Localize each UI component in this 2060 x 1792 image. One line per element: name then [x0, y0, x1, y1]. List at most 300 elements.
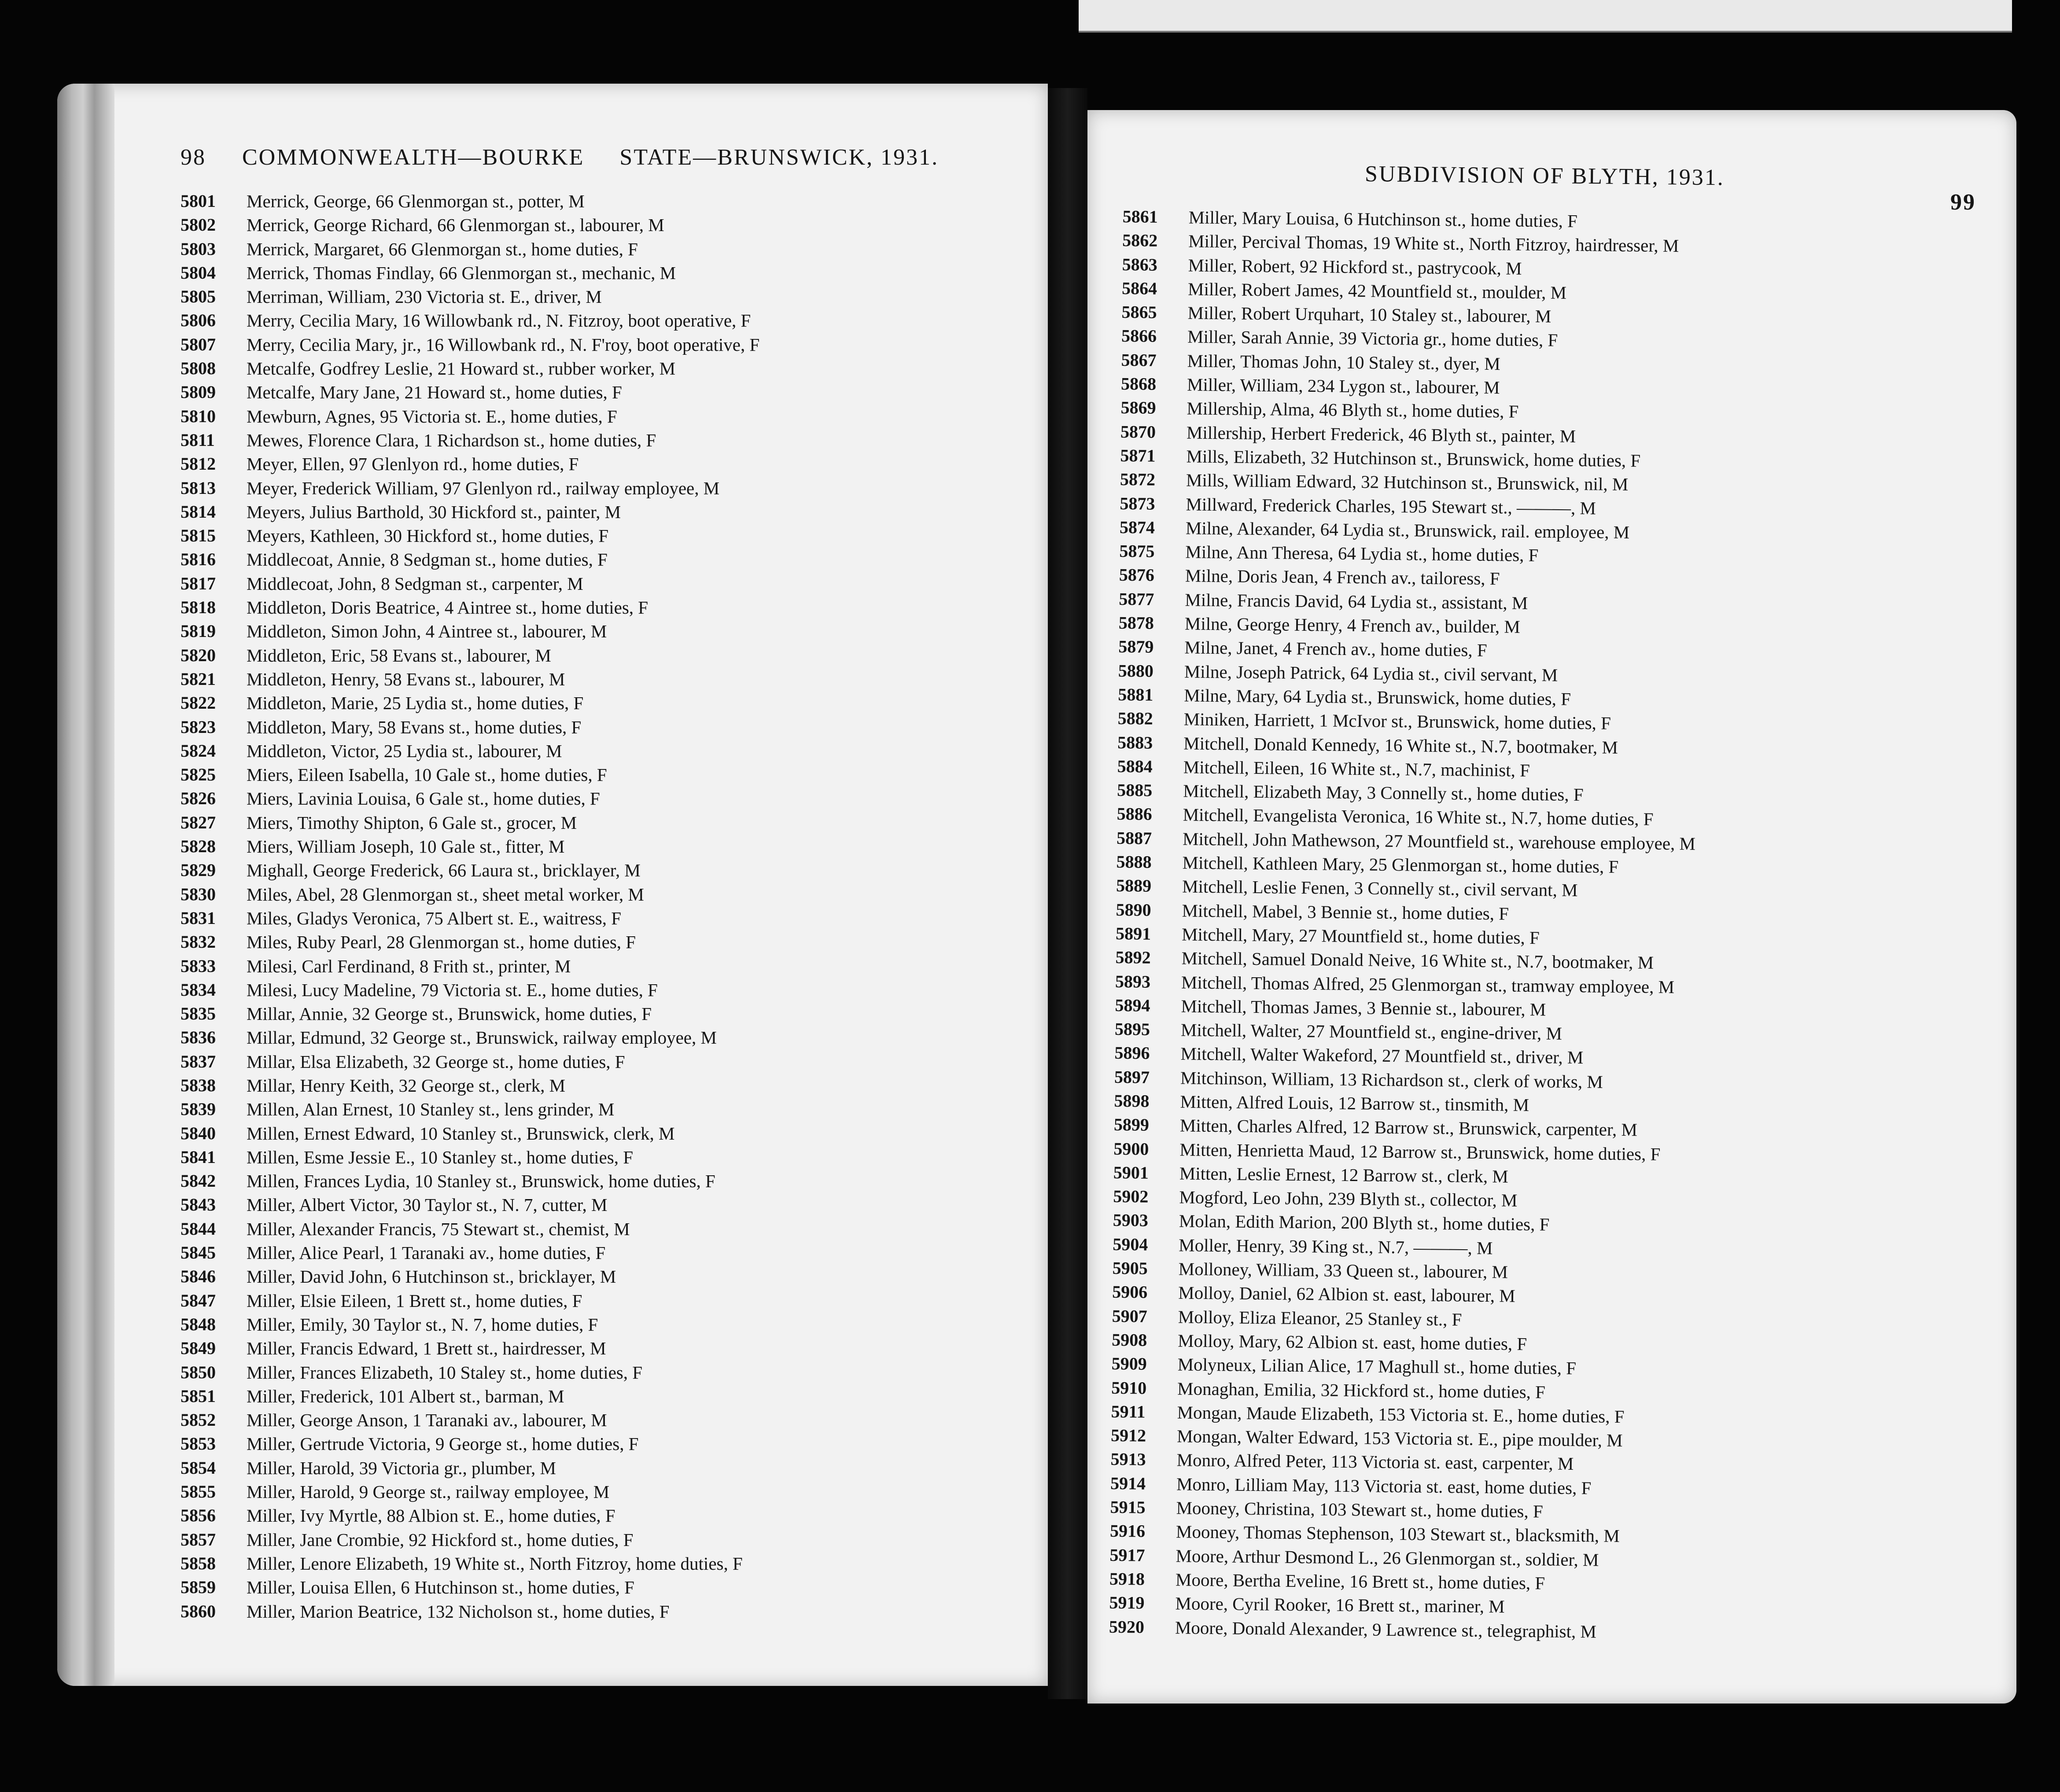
entry-number: 5891	[1115, 923, 1151, 944]
entry-text: Miller, Sarah Annie, 39 Victoria gr., home duties, F	[1187, 326, 1558, 350]
left-entry-list	[181, 189, 759, 1623]
entry-text: Miller, Albert Victor, 30 Taylor st., N. 7, cutter, M	[247, 1195, 608, 1215]
entry-number: 5886	[1117, 804, 1152, 824]
list-item	[181, 739, 759, 763]
entry-number: 5858	[181, 1553, 216, 1573]
entry-number: 5914	[1110, 1473, 1146, 1494]
entry-text: Miller, Robert Urquhart, 10 Staley st., labourer, M	[1187, 302, 1551, 327]
entry-text: Middlecoat, John, 8 Sedgman st., carpenter, M	[247, 573, 583, 594]
entry-text: Milne, Mary, 64 Lydia st., Brunswick, home duties, F	[1184, 685, 1571, 709]
entry-number: 5856	[181, 1505, 216, 1526]
entry-number: 5841	[181, 1147, 216, 1167]
entry-number: 5868	[1120, 374, 1157, 394]
list-item	[181, 1480, 759, 1504]
list-item	[181, 811, 759, 835]
entry-number: 5801	[181, 191, 216, 211]
entry-text: Milne, Alexander, 64 Lydia st., Brunswick, rail. employee, M	[1185, 518, 1630, 542]
list-item	[181, 1026, 759, 1049]
entry-number: 5811	[181, 430, 215, 450]
entry-text: Miller, Ivy Myrtle, 88 Albion st. E., home duties, F	[247, 1505, 615, 1526]
entry-text: Miers, Timothy Shipton, 6 Gale st., grocer, M	[247, 812, 577, 833]
list-item	[181, 261, 759, 285]
entry-number: 5831	[181, 908, 216, 928]
entry-number: 5902	[1113, 1186, 1149, 1207]
entry-text: Miller, George Anson, 1 Taranaki av., labourer, M	[247, 1410, 607, 1431]
entry-text: Mitchinson, William, 13 Richardson st., clerk of works, M	[1180, 1067, 1603, 1092]
entry-number: 5888	[1116, 851, 1152, 872]
entry-text: Molloy, Daniel, 62 Albion st. east, labourer, M	[1178, 1282, 1515, 1306]
left-page-header: COMMONWEALTH—BOURKE STATE—BRUNSWICK, 1931.	[242, 145, 939, 170]
entry-text: Merriman, William, 230 Victoria st. E., driver, M	[247, 287, 602, 307]
entry-text: Molan, Edith Marion, 200 Blyth st., home duties, F	[1179, 1211, 1550, 1235]
entry-text: Mitchell, Thomas Alfred, 25 Glenmorgan st., tramway employee, M	[1181, 971, 1675, 997]
entry-number: 5859	[181, 1577, 216, 1597]
entry-number: 5860	[181, 1601, 216, 1621]
entry-text: Mogford, Leo John, 239 Blyth st., collector, M	[1179, 1187, 1518, 1211]
entry-text: Merrick, George Richard, 66 Glenmorgan st., labourer, M	[247, 215, 664, 235]
list-item	[181, 1313, 759, 1336]
entry-text: Mitchell, Walter, 27 Mountfield st., engine-driver, M	[1180, 1019, 1563, 1044]
entry-text: Miller, Thomas John, 10 Staley st., dyer, M	[1187, 350, 1500, 374]
entry-number: 5834	[181, 979, 216, 1000]
entry-number: 5823	[181, 717, 216, 737]
entry-number: 5881	[1118, 684, 1153, 705]
list-item	[181, 1361, 759, 1384]
entry-number: 5917	[1109, 1545, 1145, 1565]
entry-number: 5832	[181, 932, 216, 952]
entry-text: Middleton, Mary, 58 Evans st., home duties, F	[247, 717, 582, 737]
entry-text: Middleton, Henry, 58 Evans st., labourer, M	[247, 669, 565, 689]
entry-number: 5876	[1119, 565, 1155, 585]
entry-number: 5905	[1112, 1258, 1148, 1278]
entry-text: Miller, Percival Thomas, 19 White st., North Fitzroy, hairdresser, M	[1188, 231, 1679, 256]
entry-number: 5819	[181, 621, 216, 641]
entry-text: Miller, Frances Elizabeth, 10 Staley st., home duties, F	[247, 1362, 643, 1383]
entry-number: 5877	[1119, 589, 1154, 609]
entry-number: 5894	[1115, 995, 1150, 1016]
entry-text: Merrick, Margaret, 66 Glenmorgan st., home duties, F	[247, 239, 638, 259]
entry-text: Millar, Annie, 32 George st., Brunswick, home duties, F	[247, 1004, 652, 1024]
entry-text: Molyneux, Lilian Alice, 17 Maghull st., home duties, F	[1177, 1354, 1577, 1379]
entry-text: Miller, Frederick, 101 Albert st., barman, M	[247, 1386, 564, 1406]
entry-text: Milesi, Lucy Madeline, 79 Victoria st. E., home duties, F	[247, 979, 658, 1000]
list-item	[181, 1384, 759, 1408]
entry-text: Merrick, George, 66 Glenmorgan st., potter, M	[247, 191, 585, 211]
entry-number: 5873	[1120, 493, 1155, 514]
entry-text: Mitchell, Donald Kennedy, 16 White st., N.7, bootmaker, M	[1183, 732, 1618, 758]
entry-number: 5805	[181, 287, 216, 307]
entry-text: Miller, William, 234 Lygon st., labourer, M	[1187, 374, 1500, 398]
entry-text: Mongan, Maude Elizabeth, 153 Victoria st. E., home duties, F	[1177, 1402, 1625, 1427]
entry-text: Milne, George Henry, 4 French av., builder, M	[1184, 613, 1521, 637]
entry-number: 5911	[1111, 1401, 1146, 1422]
entry-number: 5812	[181, 454, 216, 474]
list-item	[181, 1336, 759, 1360]
entry-number: 5817	[181, 573, 216, 593]
entry-text: Mitchell, Leslie Fenen, 3 Connelly st., civil servant, M	[1182, 876, 1578, 901]
entry-text: Mitchell, John Mathewson, 27 Mountfield st., warehouse employee, M	[1182, 828, 1696, 854]
list-item	[181, 285, 759, 309]
entry-number: 5897	[1114, 1067, 1150, 1087]
entry-number: 5807	[181, 334, 216, 354]
list-item	[181, 500, 759, 524]
entry-text: Mooney, Christina, 103 Stewart st., home duties, F	[1176, 1498, 1544, 1522]
list-item	[181, 883, 759, 906]
entry-number: 5827	[181, 812, 216, 832]
entry-number: 5844	[181, 1218, 216, 1239]
list-item	[181, 930, 759, 954]
list-item	[181, 691, 759, 715]
entry-number: 5842	[181, 1171, 216, 1191]
entry-text: Miller, Louisa Ellen, 6 Hutchinson st., home duties, F	[247, 1577, 634, 1598]
entry-number: 5848	[181, 1314, 216, 1334]
list-item	[181, 1408, 759, 1432]
entry-text: Middleton, Eric, 58 Evans st., labourer, M	[247, 645, 551, 666]
entry-number: 5857	[181, 1529, 216, 1549]
entry-text: Moore, Arthur Desmond L., 26 Glenmorgan st., soldier, M	[1176, 1545, 1599, 1570]
entry-number: 5821	[181, 669, 216, 689]
entry-number: 5816	[181, 549, 216, 570]
entry-text: Miller, Robert James, 42 Mountfield st., moulder, M	[1187, 279, 1567, 303]
entry-text: Miller, Marion Beatrice, 132 Nicholson st., home duties, F	[247, 1601, 670, 1622]
entry-number: 5806	[181, 310, 216, 331]
entry-text: Millen, Alan Ernest, 10 Stanley st., lens grinder, M	[247, 1099, 615, 1120]
list-item	[181, 644, 759, 667]
entry-text: Mewburn, Agnes, 95 Victoria st. E., home duties, F	[247, 406, 617, 427]
entry-text: Molloney, William, 33 Queen st., labourer, M	[1178, 1258, 1508, 1282]
entry-number: 5912	[1110, 1425, 1146, 1446]
list-item	[181, 357, 759, 380]
entry-number: 5836	[181, 1027, 216, 1048]
entry-number: 5898	[1114, 1090, 1150, 1111]
entry-text: Middleton, Doris Beatrice, 4 Aintree st., home duties, F	[247, 597, 649, 618]
entry-text: Moore, Donald Alexander, 9 Lawrence st., telegraphist, M	[1175, 1617, 1597, 1641]
entry-text: Millen, Esme Jessie E., 10 Stanley st., home duties, F	[247, 1147, 634, 1167]
entry-text: Monaghan, Emilia, 32 Hickford st., home duties, F	[1177, 1378, 1546, 1402]
entry-text: Mitten, Alfred Louis, 12 Barrow st., tinsmith, M	[1180, 1091, 1529, 1115]
entry-number: 5802	[181, 215, 216, 235]
entry-number: 5893	[1115, 971, 1151, 992]
entry-number: 5854	[181, 1457, 216, 1478]
entry-text: Millar, Edmund, 32 George st., Brunswick, railway employee, M	[247, 1027, 717, 1048]
entry-number: 5825	[181, 765, 216, 785]
entry-text: Metcalfe, Mary Jane, 21 Howard st., home duties, F	[247, 382, 622, 403]
entry-text: Miller, Robert, 92 Hickford st., pastrycook, M	[1188, 255, 1522, 279]
entry-number: 5862	[1122, 230, 1158, 251]
entry-number: 5864	[1121, 278, 1157, 298]
entry-text: Mewes, Florence Clara, 1 Richardson st., home duties, F	[247, 430, 656, 450]
entry-number: 5892	[1115, 947, 1151, 968]
entry-text: Mitten, Charles Alfred, 12 Barrow st., Brunswick, carpenter, M	[1179, 1115, 1638, 1140]
entry-text: Mitchell, Walter Wakeford, 27 Mountfield st., driver, M	[1180, 1043, 1584, 1068]
entry-number: 5880	[1118, 660, 1154, 681]
entry-number: 5869	[1120, 397, 1156, 418]
entry-number: 5838	[181, 1075, 216, 1095]
entry-text: Moore, Cyril Rooker, 16 Brett st., mariner, M	[1175, 1593, 1505, 1617]
entry-text: Mitchell, Elizabeth May, 3 Connelly st., home duties, F	[1183, 780, 1584, 805]
entry-number: 5895	[1114, 1019, 1150, 1039]
list-item	[181, 596, 759, 619]
entry-number: 5839	[181, 1099, 216, 1119]
entry-text: Molloy, Mary, 62 Albion st. east, home duties, F	[1178, 1330, 1527, 1354]
entry-text: Mooney, Thomas Stephenson, 103 Stewart st., blacksmith, M	[1176, 1521, 1620, 1546]
entry-text: Miller, David John, 6 Hutchinson st., bricklayer, M	[247, 1266, 616, 1287]
entry-number: 5909	[1111, 1354, 1147, 1374]
list-item	[181, 1169, 759, 1193]
entry-number: 5835	[181, 1004, 216, 1024]
entry-text: Mitchell, Samuel Donald Neive, 16 White st., N.7, bootmaker, M	[1181, 948, 1654, 973]
entry-text: Miniken, Harriett, 1 McIvor st., Brunswick, home duties, F	[1183, 709, 1611, 733]
entry-text: Mitchell, Kathleen Mary, 25 Glenmorgan st., home duties, F	[1182, 852, 1619, 877]
list-item	[181, 1600, 759, 1623]
entry-number: 5872	[1120, 469, 1156, 490]
list-item	[181, 1575, 759, 1599]
entry-number: 5846	[181, 1266, 216, 1287]
list-item	[181, 428, 759, 452]
entry-text: Milne, Ann Theresa, 64 Lydia st., home duties, F	[1185, 541, 1539, 566]
entry-text: Meyers, Julius Barthold, 30 Hickford st., painter, M	[247, 501, 621, 522]
entry-text: Milne, Francis David, 64 Lydia st., assistant, M	[1185, 589, 1528, 613]
entry-number: 5828	[181, 836, 216, 857]
entry-number: 5887	[1116, 828, 1152, 848]
list-item	[181, 1122, 759, 1145]
entry-number: 5883	[1117, 732, 1153, 753]
list-item	[181, 978, 759, 1002]
entry-number: 5903	[1113, 1210, 1149, 1231]
list-item	[181, 906, 759, 930]
entry-text: Mitchell, Mabel, 3 Bennie st., home duties, F	[1182, 900, 1509, 924]
entry-text: Mitchell, Evangelista Veronica, 16 White st., N.7, home duties, F	[1183, 804, 1654, 830]
entry-text: Miller, Jane Crombie, 92 Hickford st., home duties, F	[247, 1529, 634, 1550]
left-page-number: 98	[181, 145, 206, 170]
entry-number: 5871	[1120, 445, 1156, 466]
entry-text: Mongan, Walter Edward, 153 Victoria st. E., pipe moulder, M	[1176, 1426, 1623, 1451]
entry-number: 5916	[1109, 1521, 1146, 1541]
entry-number: 5861	[1122, 206, 1158, 227]
entry-number: 5822	[181, 693, 216, 713]
entry-number: 5885	[1117, 780, 1153, 800]
entry-text: Milesi, Carl Ferdinand, 8 Frith st., printer, M	[247, 956, 571, 976]
entry-number: 5808	[181, 358, 216, 379]
left-page	[57, 84, 1048, 1686]
entry-number: 5847	[181, 1290, 216, 1310]
entry-text: Miles, Gladys Veronica, 75 Albert st. E., waitress, F	[247, 908, 622, 928]
entry-text: Millership, Herbert Frederick, 46 Blyth st., painter, M	[1186, 422, 1576, 446]
entry-text: Middleton, Simon John, 4 Aintree st., labourer, M	[247, 621, 607, 642]
entry-text: Miller, Alice Pearl, 1 Taranaki av., home duties, F	[247, 1243, 606, 1263]
entry-text: Mitten, Leslie Ernest, 12 Barrow st., clerk, M	[1179, 1163, 1509, 1187]
entry-text: Mitten, Henrietta Maud, 12 Barrow st., Brunswick, home duties, F	[1179, 1139, 1661, 1164]
entry-text: Millership, Alma, 46 Blyth st., home duties, F	[1187, 398, 1519, 422]
entry-text: Moore, Bertha Eveline, 16 Brett st., home duties, F	[1175, 1569, 1545, 1593]
right-page-header: SUBDIVISION OF BLYTH, 1931.	[1364, 161, 1725, 191]
entry-number: 5901	[1113, 1162, 1149, 1183]
entry-number: 5900	[1113, 1138, 1149, 1159]
entry-text: Miles, Ruby Pearl, 28 Glenmorgan st., home duties, F	[247, 932, 636, 953]
right-page	[1087, 110, 2016, 1704]
entry-text: Miller, Harold, 39 Victoria gr., plumber, M	[247, 1457, 556, 1478]
entry-text: Miller, Gertrude Victoria, 9 George st., home duties, F	[247, 1434, 639, 1454]
entry-number: 5824	[181, 740, 216, 761]
entry-number: 5833	[181, 956, 216, 976]
entry-number: 5843	[181, 1195, 216, 1215]
entry-number: 5915	[1110, 1497, 1146, 1517]
list-item	[181, 1050, 759, 1074]
entry-text: Middleton, Victor, 25 Lydia st., labourer, M	[247, 740, 562, 761]
entry-number: 5878	[1118, 613, 1154, 633]
list-item	[181, 858, 759, 882]
entry-number: 5865	[1121, 302, 1157, 322]
entry-number: 5850	[181, 1362, 216, 1382]
entry-number: 5866	[1121, 326, 1157, 346]
list-item	[181, 333, 759, 357]
entry-text: Millen, Ernest Edward, 10 Stanley st., Brunswick, clerk, M	[247, 1123, 675, 1144]
entry-number: 5907	[1112, 1306, 1147, 1326]
entry-number: 5809	[181, 382, 216, 402]
entry-number: 5920	[1109, 1616, 1145, 1637]
entry-number: 5852	[181, 1410, 216, 1430]
entry-text: Mills, Elizabeth, 32 Hutchinson st., Brunswick, home duties, F	[1186, 446, 1641, 471]
list-item	[181, 667, 759, 691]
list-item	[181, 1265, 759, 1288]
entry-number: 5803	[181, 239, 216, 259]
right-entry-list	[1109, 205, 1702, 1644]
entry-number: 5840	[181, 1123, 216, 1143]
list-item	[181, 835, 759, 858]
list-item	[181, 1074, 759, 1097]
list-item	[181, 1145, 759, 1169]
list-item	[181, 189, 759, 213]
entry-number: 5829	[181, 860, 216, 880]
entry-number: 5814	[181, 501, 216, 522]
list-item	[181, 763, 759, 787]
list-item	[181, 548, 759, 571]
list-item	[181, 1002, 759, 1026]
entry-number: 5870	[1120, 421, 1156, 442]
entry-number: 5830	[181, 884, 216, 904]
entry-text: Miers, Eileen Isabella, 10 Gale st., home duties, F	[247, 765, 607, 785]
entry-number: 5813	[181, 478, 216, 498]
entry-number: 5818	[181, 597, 216, 618]
entry-text: Miller, Emily, 30 Taylor st., N. 7, home duties, F	[247, 1314, 598, 1335]
entry-text: Moller, Henry, 39 King st., N.7, ———, M	[1179, 1235, 1493, 1258]
entry-number: 5867	[1121, 350, 1157, 370]
list-item	[1109, 1615, 1688, 1644]
entry-number: 5899	[1113, 1115, 1150, 1135]
adjacent-page-edge	[1079, 0, 2012, 33]
entry-text: Milne, Joseph Patrick, 64 Lydia st., civil servant, M	[1184, 661, 1558, 685]
entry-number: 5855	[181, 1482, 216, 1502]
entry-number: 5853	[181, 1434, 216, 1454]
entry-text: Merry, Cecilia Mary, jr., 16 Willowbank rd., N. F'roy, boot operative, F	[247, 334, 760, 355]
entry-text: Mitchell, Mary, 27 Mountfield st., home duties, F	[1181, 924, 1540, 948]
list-item	[181, 1504, 759, 1527]
entry-text: Monro, Alfred Peter, 113 Victoria st. east, carpenter, M	[1176, 1450, 1574, 1474]
list-item	[181, 619, 759, 643]
entry-number: 5918	[1109, 1568, 1145, 1589]
entry-number: 5875	[1119, 541, 1155, 561]
entry-text: Molloy, Eliza Eleanor, 25 Stanley st., F	[1178, 1306, 1462, 1330]
entry-text: Miller, Alexander Francis, 75 Stewart st., chemist, M	[247, 1218, 630, 1239]
list-item	[181, 476, 759, 500]
entry-text: Meyer, Ellen, 97 Glenlyon rd., home duties, F	[247, 454, 579, 475]
entry-number: 5904	[1113, 1234, 1148, 1255]
list-item	[181, 213, 759, 237]
entry-text: Millward, Frederick Charles, 195 Stewart st., ———, M	[1186, 493, 1596, 518]
entry-text: Mighall, George Frederick, 66 Laura st., bricklayer, M	[247, 860, 641, 881]
entry-number: 5804	[181, 262, 216, 283]
list-item	[181, 405, 759, 428]
entry-number: 5879	[1118, 637, 1154, 657]
entry-text: Miller, Francis Edward, 1 Brett st., hairdresser, M	[247, 1338, 606, 1359]
entry-number: 5810	[181, 406, 216, 426]
list-item	[181, 1528, 759, 1552]
entry-text: Mitchell, Eileen, 16 White st., N.7, machinist, F	[1183, 757, 1530, 780]
list-item	[181, 237, 759, 261]
entry-text: Miller, Harold, 9 George st., railway employee, M	[247, 1482, 610, 1502]
entry-text: Miers, William Joseph, 10 Gale st., fitter, M	[247, 836, 565, 857]
entry-text: Meyer, Frederick William, 97 Glenlyon rd., railway employee, M	[247, 478, 720, 498]
list-item	[181, 1432, 759, 1456]
entry-number: 5910	[1111, 1377, 1147, 1398]
entry-number: 5815	[181, 526, 216, 546]
entry-text: Miers, Lavinia Louisa, 6 Gale st., home duties, F	[247, 788, 600, 809]
entry-text: Miller, Lenore Elizabeth, 19 White st., North Fitzroy, home duties, F	[247, 1553, 743, 1574]
list-item	[181, 1552, 759, 1575]
list-item	[181, 524, 759, 548]
list-item	[181, 380, 759, 404]
entry-number: 5884	[1117, 756, 1153, 776]
entry-number: 5837	[181, 1051, 216, 1071]
entry-text: Mitchell, Thomas James, 3 Bennie st., labourer, M	[1181, 996, 1546, 1020]
list-item	[181, 309, 759, 332]
entry-number: 5919	[1109, 1593, 1145, 1613]
entry-number: 5890	[1116, 899, 1151, 920]
list-item	[181, 1217, 759, 1241]
entry-number: 5913	[1110, 1449, 1146, 1470]
entry-number: 5851	[181, 1386, 216, 1406]
entry-number: 5845	[181, 1243, 216, 1263]
entry-text: Miller, Elsie Eileen, 1 Brett st., home duties, F	[247, 1290, 582, 1311]
entry-text: Merrick, Thomas Findlay, 66 Glenmorgan st., mechanic, M	[247, 262, 676, 283]
entry-text: Millar, Elsa Elizabeth, 32 George st., home duties, F	[247, 1051, 625, 1072]
entry-number: 5849	[181, 1338, 216, 1358]
entry-number: 5874	[1119, 517, 1155, 537]
entry-text: Merry, Cecilia Mary, 16 Willowbank rd., N. Fitzroy, boot operative, F	[247, 310, 751, 331]
entry-text: Miles, Abel, 28 Glenmorgan st., sheet metal worker, M	[247, 884, 644, 905]
list-item	[181, 954, 759, 978]
list-item	[181, 1193, 759, 1217]
entry-number: 5820	[181, 645, 216, 665]
right-page-number: 99	[1950, 190, 1976, 215]
entry-text: Millen, Frances Lydia, 10 Stanley st., Brunswick, home duties, F	[247, 1171, 715, 1192]
entry-text: Metcalfe, Godfrey Leslie, 21 Howard st., rubber worker, M	[247, 358, 676, 379]
list-item	[181, 1456, 759, 1480]
entry-text: Milne, Doris Jean, 4 French av., tailoress, F	[1185, 565, 1500, 589]
entry-text: Middleton, Marie, 25 Lydia st., home duties, F	[247, 693, 584, 714]
list-item	[181, 1289, 759, 1313]
entry-text: Milne, Janet, 4 French av., home duties, F	[1184, 637, 1487, 661]
entry-text: Mills, William Edward, 32 Hutchinson st., Brunswick, nil, M	[1186, 470, 1629, 495]
list-item	[181, 1097, 759, 1121]
entry-number: 5863	[1122, 254, 1157, 275]
list-item	[181, 572, 759, 596]
list-item	[181, 1241, 759, 1265]
entry-number: 5896	[1114, 1043, 1150, 1063]
entry-text: Middlecoat, Annie, 8 Sedgman st., home duties, F	[247, 549, 608, 570]
entry-text: Miller, Mary Louisa, 6 Hutchinson st., home duties, F	[1188, 207, 1578, 231]
entry-number: 5826	[181, 788, 216, 809]
